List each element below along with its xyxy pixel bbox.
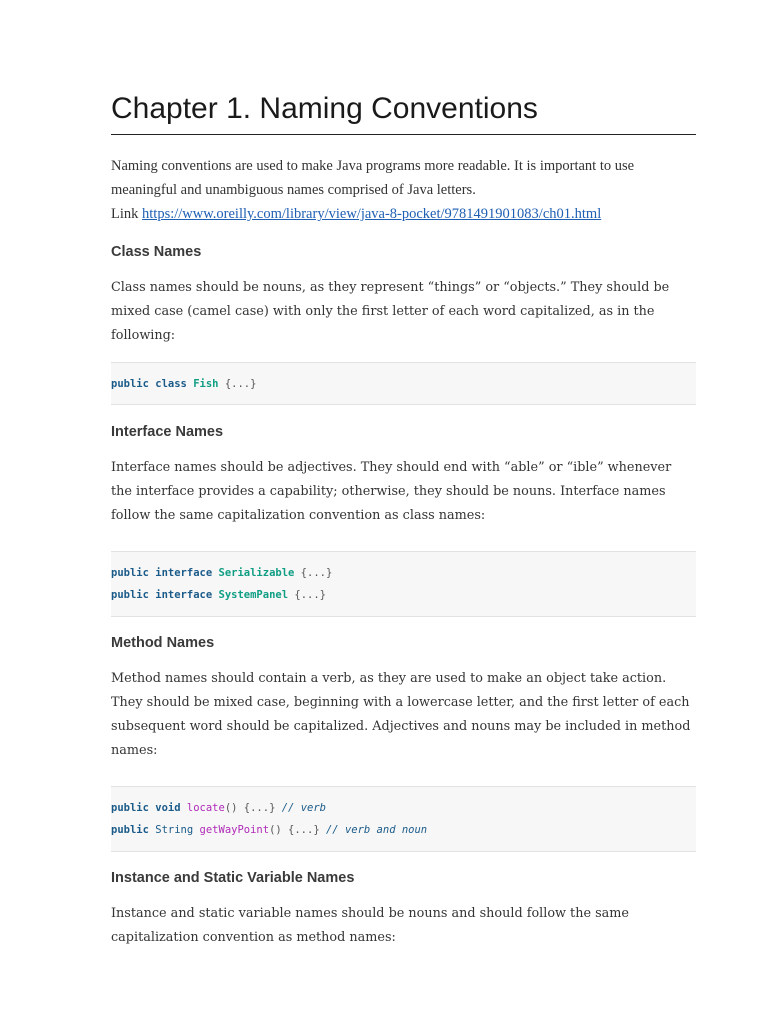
link-prefix: Link [111, 206, 143, 222]
section-text-interface-names: Interface names should be adjectives. They should end with “able” or “ible” whenever the interface provides a capability; otherwise, they should be nouns. Interface names follow the same capitalization convention as class names: [111, 460, 672, 523]
intro-line-2: meaningful and unambiguous names comprised of Java letters. [111, 182, 476, 198]
source-link[interactable]: https://www.oreilly.com/library/view/java-8-pocket/9781491901083/ch01.html [142, 206, 602, 222]
chapter-title: Chapter 1. Naming Conventions [111, 92, 538, 125]
code-block-interface-names [111, 551, 696, 617]
section-heading-method-names: Method Names [111, 635, 215, 651]
code-line: public interface Serializable {...} [111, 567, 333, 579]
section-heading-interface-names: Interface Names [111, 424, 224, 440]
section-text-class-names: Class names should be nouns, as they represent “things” or “objects.” They should be mixed case (camel case) with only the first letter of each word capitalized, as in the following: [111, 280, 670, 343]
code-block-method-names [111, 786, 696, 852]
code-line: public class Fish {...} [111, 378, 257, 390]
intro-paragraph [111, 154, 696, 226]
code-line: public String getWayPoint() {...} // verb and noun [111, 824, 428, 836]
section-text-method-names: Method names should contain a verb, as they are used to make an object take action. They should be mixed case, beginning with a lowercase letter, and the first letter of each subsequent word should be capitalized. Adjectives and nouns may be included in method names: [111, 671, 691, 758]
title-divider [111, 134, 696, 135]
code-line: public interface SystemPanel {...} [111, 589, 326, 601]
code-line: public void locate() {...} // verb [111, 802, 326, 814]
section-text-variable-names: Instance and static variable names should be nouns and should follow the same capitalization convention as method names: [111, 906, 629, 945]
intro-line-1: Naming conventions are used to make Java programs more readable. It is important to use [111, 158, 635, 174]
intro-link-line [111, 202, 696, 226]
code-block-class-names [111, 362, 696, 405]
section-heading-variable-names: Instance and Static Variable Names [111, 870, 355, 886]
section-heading-class-names: Class Names [111, 244, 202, 260]
